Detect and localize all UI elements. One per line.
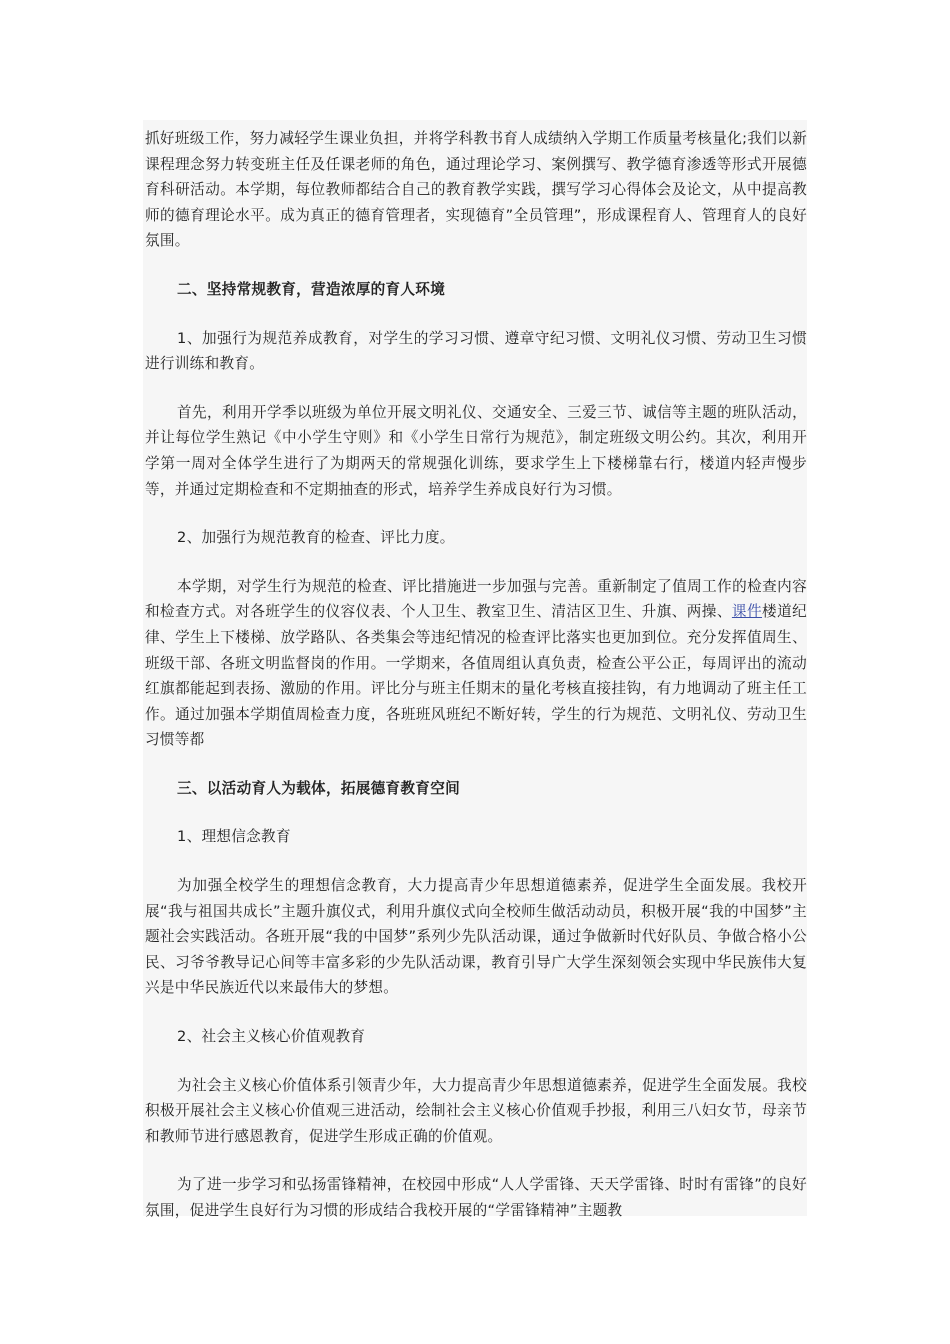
paragraph-semester-inspection — [145, 574, 807, 753]
paragraph-core-values: 为社会主义核心价值体系引领青少年，大力提高青少年思想道德素养，促进学生全面发展。我校积极开展社会主义核心价值观三进活动，绘制社会主义核心价值观手抄报，利用三八妇女节，母亲节和教师节进行感恩教育，促进学生形成正确的价值观。 — [145, 1076, 807, 1145]
text-segment: 楼道纪律、学生上下楼梯、放学路队、各类集会等违纪情况的检查评比落实也更加到位。充分发挥值周生、班级干部、各班文明监督岗的作用。一学期来，各值周组认真负责，检查公平公正，每周评出的流动红旗都能起到表扬、激励的作用。评比分与班主任期末的量化考核直接挂钩，有力地调动了班主任工作。通过加强本学期值周检查力度，各班班风班纪不断好转，学生的行为规范、文明礼仪、劳动卫生习惯等都 — [145, 603, 808, 749]
courseware-link[interactable]: 课件 — [731, 603, 763, 621]
subheading-core-values: 2、社会主义核心价值观教育 — [177, 1028, 366, 1046]
subheading-ideals: 1、理想信念教育 — [177, 828, 291, 846]
paragraph-ideals: 为加强全校学生的理想信念教育，大力提高青少年思想道德素养，促进学生全面发展。我校开展“我与祖国共成长”主题升旗仪式，利用升旗仪式向全校师生做活动动员，积极开展“我的中国梦”主题社会实践活动。各班开展“我的中国梦”系列少先队活动课，通过争做新时代好队员、争做合格小公民、习爷爷教导记心间等丰富多彩的少先队活动课，教育引导广大学生深刻领会实现中华民族伟大复兴是中华民族近代以来最伟大的梦想。 — [145, 877, 807, 997]
text-segment: 本学期，对学生行为规范的检查、评比措施进一步加强与完善。重新制定了值周工作的检查内容和检查方式。对各班学生的仪容仪表、个人卫生、教室卫生、清洁区卫生、升旗、两操、 — [145, 577, 807, 621]
paragraph-inspection: 2、加强行为规范教育的检查、评比力度。 — [177, 529, 455, 547]
paragraph-first-second: 首先，利用开学季以班级为单位开展文明礼仪、交通安全、三爱三节、诚信等主题的班队活动，并让每位学生熟记《中小学生守则》和《小学生日常行为规范》，制定班级文明公约。其次，利用开学第一周对全体学生进行了为期两天的常规强化训练，要求学生上下楼梯靠右行，楼道内轻声慢步等，并通过定期检查和不定期抽查的形式，培养学生养成良好行为习惯。 — [145, 403, 807, 498]
section-heading-2: 二、坚持常规教育，营造浓厚的育人环境 — [177, 280, 446, 298]
paragraph-lei-feng: 为了进一步学习和弘扬雷锋精神，在校园中形成“人人学雷锋、天天学雷锋、时时有雷锋”的良好氛围，促进学生良好行为习惯的形成结合我校开展的“学雷锋精神”主题教 — [145, 1176, 807, 1219]
paragraph-intro: 抓好班级工作，努力减轻学生课业负担，并将学科教书育人成绩纳入学期工作质量考核量化;我们以新课程理念努力转变班主任及任课老师的角色，通过理论学习、案例撰写、教学德育渗透等形式开展德育科研活动。本学期，每位教师都结合自己的教育教学实践，撰写学习心得体会及论文，从中提高教师的德育理论水平。成为真正的德育管理者，实现德育”全员管理”，形成课程育人、管理育人的良好氛围。 — [145, 130, 807, 250]
section-heading-3: 三、以活动育人为载体，拓展德育教育空间 — [177, 779, 460, 797]
paragraph-behavior-norms: 1、加强行为规范养成教育，对学生的学习习惯、遵章守纪习惯、文明礼仪习惯、劳动卫生习惯进行训练和教育。 — [145, 329, 807, 373]
article-body — [143, 120, 808, 1219]
